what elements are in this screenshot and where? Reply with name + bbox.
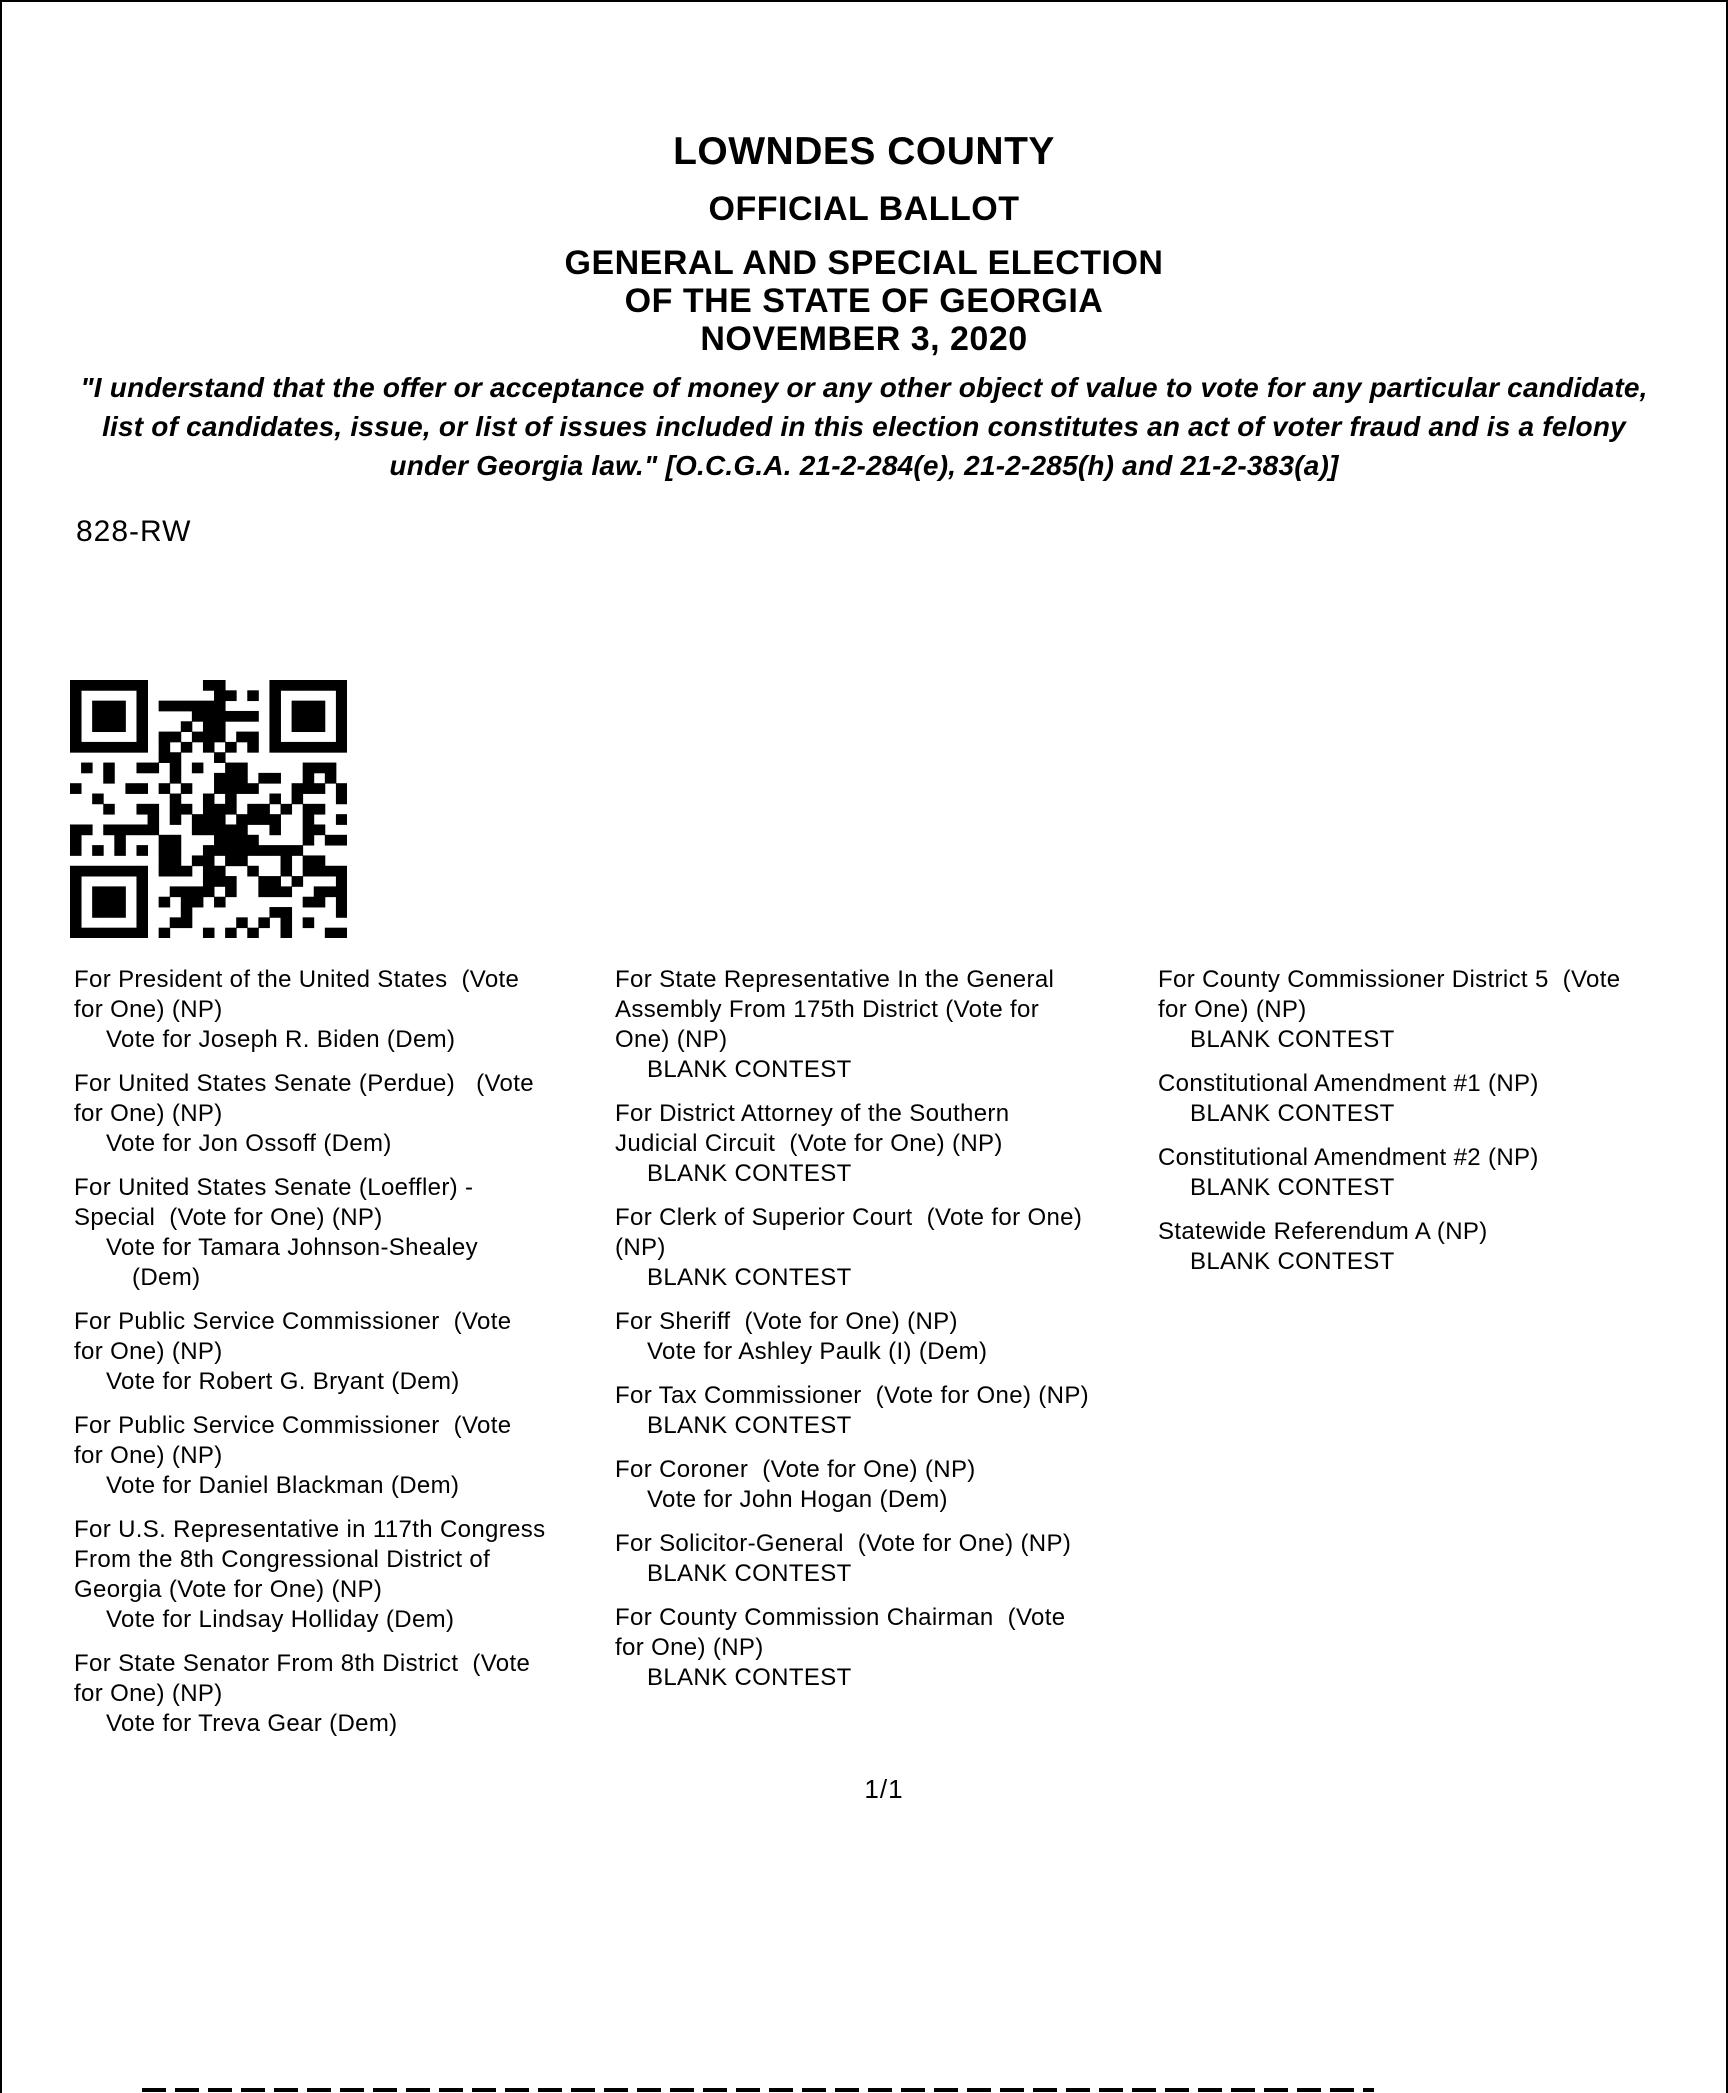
contest-title-line: Constitutional Amendment #2 (NP) (1158, 1144, 1539, 1171)
election-heading (2, 244, 1726, 358)
contest-title-line: For Solicitor-General (Vote for One) (NP) (615, 1530, 1072, 1557)
contest-selection-line: Vote for John Hogan (Dem) (647, 1486, 948, 1513)
contest-blank-result: BLANK CONTEST (647, 1664, 852, 1691)
contest-title-line: for One) (NP) (74, 1442, 223, 1469)
contest-title-line: One) (NP) (615, 1026, 728, 1053)
contest-blank-result: BLANK CONTEST (647, 1560, 852, 1587)
disclaimer-line: list of candidates, issue, or list of issues included in this election constitutes an act of voter fraud and is a felony (102, 411, 1626, 442)
contest-selection-line: Vote for Lindsay Holliday (Dem) (106, 1606, 455, 1633)
voter-fraud-disclaimer (32, 368, 1696, 485)
contest-title-line: (NP) (615, 1234, 666, 1261)
bottom-tear-line (142, 2088, 1374, 2092)
contest (1158, 1217, 1728, 1277)
contest-title-line: For Clerk of Superior Court (Vote for One) (615, 1204, 1083, 1231)
contest (74, 1069, 622, 1159)
contest-selection-line: Vote for Treva Gear (Dem) (106, 1710, 398, 1737)
contest-title-line: For Tax Commissioner (Vote for One) (NP) (615, 1382, 1090, 1409)
contest (615, 1099, 1163, 1189)
contest-selection-line: Vote for Daniel Blackman (Dem) (106, 1472, 460, 1499)
contest-title-line: Judicial Circuit (Vote for One) (NP) (615, 1130, 1003, 1157)
contest-selection-line: Vote for Jon Ossoff (Dem) (106, 1130, 392, 1157)
contest-title-line: Statewide Referendum A (NP) (1158, 1218, 1488, 1245)
contest-title-line: Special (Vote for One) (NP) (74, 1204, 383, 1231)
contest-blank-result: BLANK CONTEST (1190, 1248, 1395, 1275)
contest (615, 965, 1163, 1085)
contest-title-line: For District Attorney of the Southern (615, 1100, 1010, 1127)
contest (74, 1307, 622, 1397)
contest-blank-result: BLANK CONTEST (647, 1264, 852, 1291)
contest-selection-line: Vote for Tamara Johnson-Shealey (106, 1234, 478, 1261)
contest-title-line: for One) (NP) (74, 1338, 223, 1365)
contest-blank-result: BLANK CONTEST (647, 1412, 852, 1439)
contest-title-line: For United States Senate (Loeffler) - (74, 1174, 474, 1201)
contest-title-line: for One) (NP) (74, 996, 223, 1023)
election-date: NOVEMBER 3, 2020 (700, 320, 1028, 358)
contest-title-line: Constitutional Amendment #1 (NP) (1158, 1070, 1539, 1097)
contest (74, 1173, 622, 1293)
contest (74, 1411, 622, 1501)
contest-selection-line: Vote for Joseph R. Biden (Dem) (106, 1026, 456, 1053)
contest-title-line: Georgia (Vote for One) (NP) (74, 1576, 383, 1603)
contest-title-line: For President of the United States (Vote (74, 966, 520, 993)
contest-title-line: For Public Service Commissioner (Vote (74, 1412, 512, 1439)
contest-title-line: for One) (NP) (1158, 996, 1307, 1023)
contest-blank-result: BLANK CONTEST (1190, 1174, 1395, 1201)
contest-title-line: For Public Service Commissioner (Vote (74, 1308, 512, 1335)
contest-blank-result: BLANK CONTEST (647, 1160, 852, 1187)
contest-title-line: For United States Senate (Perdue) (Vote (74, 1070, 534, 1097)
contest-title-line: for One) (NP) (74, 1100, 223, 1127)
contest-column-middle (615, 965, 1163, 1707)
contest (74, 965, 622, 1055)
ballot-type-heading: OFFICIAL BALLOT (708, 190, 1020, 228)
contest-title-line: For County Commission Chairman (Vote (615, 1604, 1066, 1631)
contest-title-line: For State Representative In the General (615, 966, 1055, 993)
contest-title-line: For U.S. Representative in 117th Congress (74, 1516, 546, 1543)
contest-blank-result: BLANK CONTEST (1190, 1026, 1395, 1053)
contest-blank-result: BLANK CONTEST (1190, 1100, 1395, 1127)
contest-selection-line: Vote for Robert G. Bryant (Dem) (106, 1368, 460, 1395)
contest (1158, 1143, 1728, 1203)
disclaimer-line: "I understand that the offer or acceptance of money or any other object of value to vote for any particular candidate, (80, 372, 1648, 403)
contest-title-line: For Coroner (Vote for One) (NP) (615, 1456, 976, 1483)
contest-column-left (74, 965, 622, 1753)
election-heading-line: GENERAL AND SPECIAL ELECTION (564, 244, 1164, 282)
contest-title-line: For State Senator From 8th District (Vote (74, 1650, 531, 1677)
contest (74, 1649, 622, 1739)
contest-title-line: From the 8th Congressional District of (74, 1546, 491, 1573)
contest-selection-line: Vote for Ashley Paulk (I) (Dem) (647, 1338, 988, 1365)
qr-code (70, 680, 347, 938)
contest (615, 1455, 1163, 1515)
contest (615, 1529, 1163, 1589)
contest (615, 1307, 1163, 1367)
contest-title-line: Assembly From 175th District (Vote for (615, 996, 1040, 1023)
disclaimer-line: under Georgia law." [O.C.G.A. 21-2-284(e), 21-2-285(h) and 21-2-383(a)] (389, 450, 1339, 481)
contest (1158, 965, 1728, 1055)
election-heading-line: OF THE STATE OF GEORGIA (624, 282, 1104, 320)
page-number: 1/1 (864, 1774, 904, 1804)
contest-selection-line: (Dem) (132, 1264, 201, 1291)
contest (74, 1515, 622, 1635)
contest-column-right (1158, 965, 1728, 1291)
contest-title-line: for One) (NP) (615, 1634, 764, 1661)
contest (615, 1603, 1163, 1693)
contest (615, 1381, 1163, 1441)
contest-title-line: For Sheriff (Vote for One) (NP) (615, 1308, 958, 1335)
contest-blank-result: BLANK CONTEST (647, 1056, 852, 1083)
contest (1158, 1069, 1728, 1129)
contest (615, 1203, 1163, 1293)
contest-title-line: for One) (NP) (74, 1680, 223, 1707)
ballot-style-code: 828-RW (76, 515, 192, 548)
page-title: LOWNDES COUNTY (673, 130, 1055, 173)
contest-title-line: For County Commissioner District 5 (Vote (1158, 966, 1621, 993)
